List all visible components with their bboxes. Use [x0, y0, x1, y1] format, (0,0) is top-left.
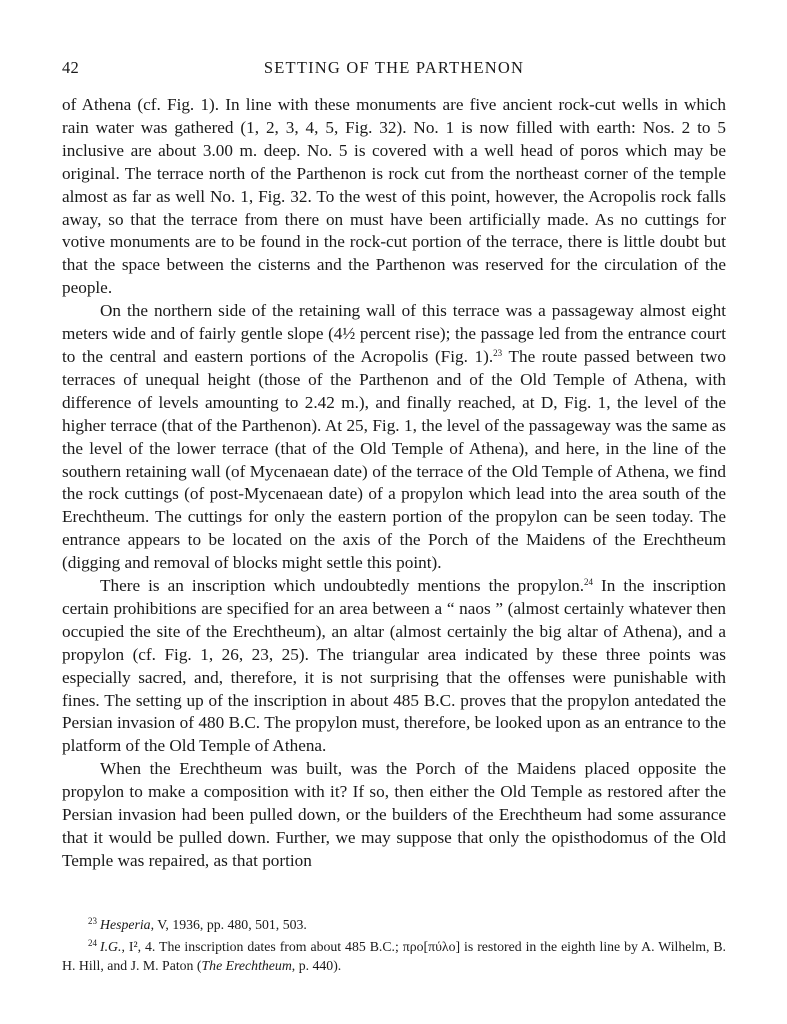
footnote: [62, 912, 726, 934]
running-title: SETTING OF THE PARTHENON: [263, 58, 525, 77]
body-text: [62, 94, 726, 873]
paragraph-text: On the northern side of the retaining wall of this terrace was a passageway almost eight meters wide and of fairly gentle slope (4½ percent rise); the passage led from the entrance court to the central and eastern portions of the Acropolis (Fig. 1).: [62, 301, 726, 366]
page-number: 42: [62, 58, 80, 77]
running-head: [62, 58, 726, 82]
footnote-reference: 24: [584, 577, 593, 588]
footnote-source: I.G.: [100, 939, 122, 955]
footnote-marker: 23: [88, 916, 97, 926]
paragraph-text: There is an inscription which undoubtedly mentions the propylon.: [100, 576, 584, 596]
footnote-text: , p. 440).: [291, 957, 342, 973]
footnote-marker: 24: [88, 938, 97, 949]
paragraph: When the Erechtheum was built, was the Porch of the Maidens placed opposite the propylon to make a composition with it? If so, then either the Old Temple as restored after the Persian invasion had been pulled down, or the builders of the Erechtheum had some assurance that it would be pulled down. Further, we may suppose that only the opisthodomus of the Old Temple was repaired, as that portion: [62, 759, 726, 870]
paragraph-text: The route passed between two terraces of unequal height (those of the Parthenon and of the Old Temple of Athena, with difference of levels amounting to 2.42 m.), and finally reached, at D, Fig. 1, the level of the higher terrace (that of the Parthenon). At 25, Fig. 1, the level of the passageway was the same as the level of the lower terrace (that of the Old Temple of Athena), and here, in the line of the southern retaining wall (of Mycenaean date) of the terrace of the Old Temple of Athena, we find the rock cuttings (of post-Mycenaean date) of a propylon which lead into the area south of the Erechtheum. The cuttings for only the eastern portion of the propylon can be seen today. The entrance appears to be located on the axis of the Porch of the Maidens of the Erechtheum (digging and removal of blocks might settle this point).: [62, 346, 726, 573]
footnotes: [62, 912, 726, 975]
footnote: [62, 934, 726, 975]
paragraph: [62, 300, 726, 575]
footnote-text: , V, 1936, pp. 480, 501, 503.: [150, 917, 307, 932]
footnote-journal: Hesperia: [100, 917, 151, 932]
paragraph: [62, 575, 726, 758]
paragraph: of Athena (cf. Fig. 1). In line with these monuments are five ancient rock-cut wells in which rain water was gathered (1, 2, 3, 4, 5, Fig. 32). No. 1 is now filled with earth: Nos. 2 to 5 inclusive are about 3.00 m. deep. No. 5 is covered with a well head of poros which may be original. The terrace north of the Parthenon is rock cut from the northeast corner of the temple almost as far as well No. 1, Fig. 32. To the west of this point, however, the Acropolis rock falls away, so that the terrace from there on must have been artificially made. As no cuttings for votive monuments are to be found in the rock-cut portion of the terrace, there is little doubt but that the space between the cisterns and the Parthenon was reserved for the circulation of the people.: [62, 95, 726, 298]
footnote-book-title: The Erechtheum: [201, 957, 292, 973]
footnote-reference: 23: [493, 347, 503, 358]
paragraph-text: In the inscription certain prohibitions are specified for an area between a “ naos ” (almost certainly whatever then occupied the site of the Erechtheum), an altar (almost certainly the big altar of Athena), and a propylon (cf. Fig. 1, 26, 23, 25). The triangular area indicated by these three points was especially sacred, and, therefore, it is not surprising that the offenses were punishable with fines. The setting up of the inscription in about 485 B.C. proves that the propylon antedated the Persian invasion of 480 B.C. The propylon must, therefore, be looked upon as an entrance to the platform of the Old Temple of Athena.: [62, 576, 726, 756]
footnote-text: , I², 4. The inscription dates from about 485 B.C.; προ[πύλο] is restored in the eighth line by A. Wilhelm, B. H. Hill, and J. M. Paton (: [62, 939, 726, 973]
